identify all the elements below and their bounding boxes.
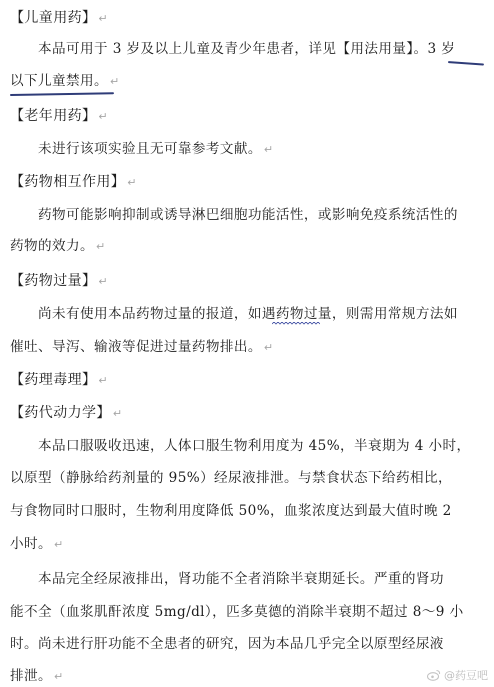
paragraph-mark-icon: ↵ [53,538,64,551]
line-text: 本品可用于 3 岁及以上儿童及青少年患者，详见【用法用量】。3 岁 [38,41,456,57]
line-text: 能不全（血浆肌酐浓度 5mg/dl），匹多莫德的消除半衰期不超过 8～9 小 [10,604,464,620]
line-text: 尚未有使用本品药物过量的报道，如遇药物过量，则需用常规方法如 [38,306,458,322]
line-text: 以下儿童禁用。 [10,73,108,89]
text-line [38,305,488,323]
text-line [10,72,486,91]
line-text: 【儿童用药】 [10,10,97,26]
line-text: 排泄。 [10,668,52,684]
handwritten-underline [448,61,484,66]
text-line [38,40,488,58]
paragraph-mark-icon: ↵ [109,75,120,88]
line-text: 以原型（静脉给药剂量的 95%）经尿液排泄。与禁食状态下给药相比， [10,470,452,486]
line-text: 【药代动力学】 [10,405,111,421]
text-line [38,570,488,588]
text-line [38,437,488,455]
text-line [10,667,486,686]
text-line [10,535,486,554]
line-text: 小时。 [10,536,52,552]
line-text: 与食物同时口服时，生物利用度降低 50%，血浆浓度达到最大值时晚 2 [10,503,452,519]
text-line [38,206,488,224]
line-text: 未进行该项实验且无可靠参考文献。 [38,141,262,157]
line-text: 【老年用药】 [10,108,97,124]
paragraph-mark-icon: ↵ [263,143,274,156]
line-text: 【药物相互作用】 [10,174,126,190]
spellcheck-squiggle [272,322,320,325]
text-line [10,635,486,653]
text-line [10,237,486,256]
paragraph-mark-icon: ↵ [98,12,109,25]
text-line [38,140,488,159]
line-text: 【药物过量】 [10,273,97,289]
line-text: 药物的效力。 [10,238,94,254]
paragraph-mark-icon: ↵ [53,670,64,683]
heading-pharmacokinetics [10,404,486,423]
paragraph-mark-icon: ↵ [112,407,123,420]
line-text: 时。尚未进行肝功能不全患者的研究，因为本品几乎完全以原型经尿液 [10,636,444,652]
line-text: 催吐、导泻、输液等促进过量药物排出。 [10,339,262,355]
heading-geriatric [10,107,486,126]
heading-overdose [10,272,486,291]
text-line [10,338,486,357]
heading-pediatric [10,9,486,28]
handwritten-underline [10,92,114,96]
paragraph-mark-icon: ↵ [98,110,109,123]
paragraph-mark-icon: ↵ [127,176,137,189]
paragraph-mark-icon: ↵ [98,275,109,288]
heading-interactions [10,173,486,192]
paragraph-mark-icon: ↵ [98,374,109,387]
weibo-logo-icon [427,669,441,681]
line-text: 本品完全经尿液排出，肾功能不全者消除半衰期延长。严重的肾功 [38,571,444,587]
heading-pharmacology [10,371,486,390]
text-line [10,502,486,520]
paragraph-mark-icon: ↵ [95,240,106,253]
text-line [10,603,486,621]
watermark-text: @药豆吧 [444,669,488,682]
paragraph-mark-icon: ↵ [263,341,274,354]
line-text: 药物可能影响抑制或诱导淋巴细胞功能活性，或影响免疫系统活性的 [38,207,458,223]
text-line [10,469,486,487]
line-text: 【药理毒理】 [10,372,97,388]
line-text: 本品口服吸收迅速，人体口服生物利用度为 45%，半衰期为 4 小时， [38,438,471,454]
watermark [427,667,488,683]
